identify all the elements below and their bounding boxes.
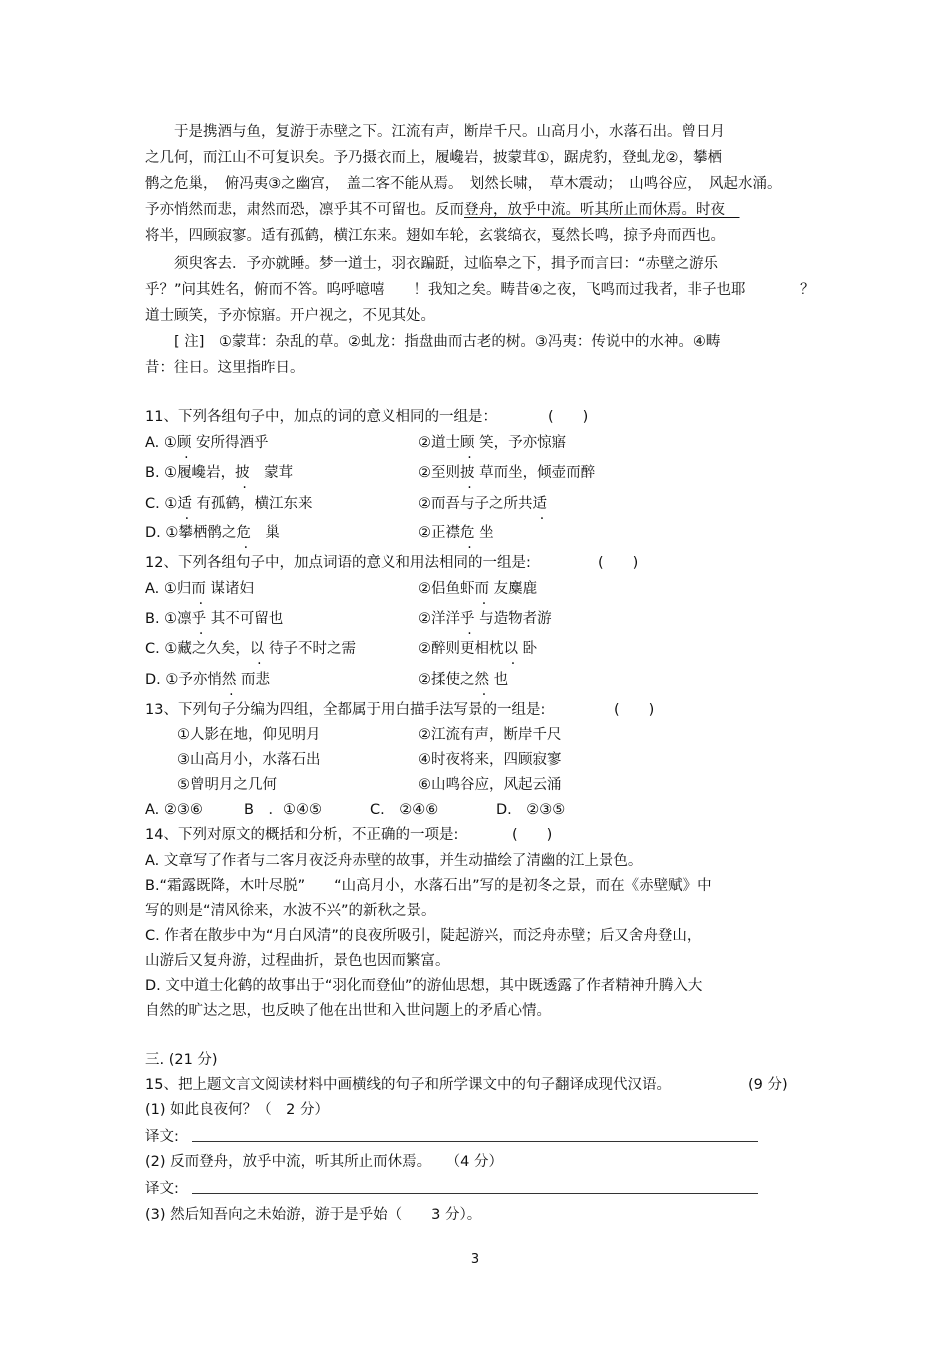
q12-option-b2: ②洋洋乎 与造物者游 [418, 611, 552, 627]
q15-score: (9 分) [748, 1077, 788, 1093]
q13-item: ④时夜将来，四顾寂寥 [418, 752, 562, 768]
note-line: 昔：往日。这里指昨日。 [145, 360, 305, 376]
passage-line: 须臾客去．予亦就睡。梦一道士，羽衣蹁跹，过临皋之下，揖予而言曰：“赤壁之游乐 [174, 256, 719, 272]
note-line: [ 注] ①蒙茸：杂乱的草。②虬龙：指盘曲而古老的树。③冯夷：传说中的水神。④畴 [174, 334, 721, 350]
q15-stem: 15、把上题文言文阅读材料中画横线的句子和所学课文中的句子翻译成现代汉语。 [145, 1077, 671, 1093]
underlined-sentence: 登舟，放乎中流。听其所止而休焉。时夜 [464, 202, 725, 218]
section-title: 三. (21 分) [145, 1052, 218, 1068]
q13-choice-a: A. ②③⑥ [145, 802, 203, 818]
q14-line: 自然的旷达之思，也反映了他在出世和入世问题上的矛盾心情。 [145, 1003, 551, 1019]
q12-option-d2: ②揉使之然 也 [418, 672, 509, 688]
q13-item: ①人影在地，仰见明月 [177, 727, 321, 743]
q13-item: ⑥山鸣谷应，风起云涌 [418, 777, 562, 793]
page-number: 3 [470, 1252, 480, 1267]
q14-line: C. 作者在散步中为“月白风清”的良夜所吸引，陡起游兴，而泛舟赤壁；后又舍舟登山， [145, 928, 702, 944]
q15-sentence-1: (1) 如此良夜何？（ 2 分） [145, 1102, 329, 1118]
q11-option-d2: ②正襟危 坐 [418, 525, 494, 541]
q11-option-b2: ②至则披 草而坐，倾壶而醉 [418, 465, 596, 481]
q14-line: 山游后又复舟游，过程曲折，景色也因而繁富。 [145, 953, 450, 969]
passage-line: 鹘之危巢， 俯冯夷③之幽宫， 盖二客不能从焉。 划然长啸， 草木震动； 山鸣谷应， 风起水涌。 [145, 176, 782, 192]
q13-choice-b: B ．①④⑤ [244, 802, 322, 818]
answer-line-1[interactable] [192, 1141, 758, 1142]
q13-item: ③山高月小，水落石出 [177, 752, 321, 768]
q12-stem: 12、下列各组句子中，加点词语的意义和用法相同的一组是: [145, 555, 531, 571]
passage-line: 之几何，而江山不可复识矣。予乃摄衣而上，履巉岩，披蒙茸①，踞虎豹，登虬龙②，攀栖 [145, 150, 722, 166]
q13-item: ②江流有声，断岸千尺 [418, 727, 562, 743]
q15-sentence-3: (3) 然后知吾向之未始游，游于是乎始（ 3 分）。 [145, 1207, 482, 1223]
passage-line [145, 200, 740, 220]
q14-line: D. 文中道士化鹤的故事出于“羽化而登仙”的游仙思想，其中既透露了作者精神升腾入大 [145, 978, 703, 994]
q13-stem: 13、下列句子分编为四组，全都属于用白描手法写景的一组是: [145, 702, 546, 718]
q11-stem: 11、下列各组句子中，加点的词的意义相同的一组是： [145, 409, 497, 425]
q11-option-d: D. ①攀栖鹘之危 巢 [145, 525, 280, 541]
yiwen-label: 译文: [145, 1129, 179, 1145]
passage-line: 于是携酒与鱼，复游于赤壁之下。江流有声，断岸千尺。山高月小，水落石出。曾日月 [174, 124, 725, 140]
q13-item: ⑤曾明月之几何 [177, 777, 277, 793]
q11-option-c: C. ①适 有孤鹤，横江东来 [145, 496, 313, 512]
passage-text: 予亦悄然而悲，肃然而恐，凛乎其不可留也。反而 [145, 202, 464, 218]
q12-option-a2: ②侣鱼虾而 友麋鹿 [418, 581, 538, 597]
answer-paren[interactable]: ( ) [548, 409, 589, 425]
passage-line: 将半，四顾寂寥。适有孤鹤，横江东来。翅如车轮，玄裳缟衣，戛然长鸣，掠予舟而西也。 [145, 228, 725, 244]
q13-choice-d: D. ②③⑤ [496, 802, 566, 818]
question-mark: ？ [800, 282, 815, 298]
q11-option-b: B. ①履巉岩，披 蒙茸 [145, 465, 294, 481]
q14-line: 写的则是“清风徐来，水波不兴”的新秋之景。 [145, 903, 436, 919]
q11-option-a2: ②道士顾 笑，予亦惊寤 [418, 435, 567, 451]
answer-paren[interactable]: ( ) [512, 827, 553, 843]
q12-option-b: B. ①凛乎 其不可留也 [145, 611, 284, 627]
q12-option-c2: ②醉则更相枕以 卧 [418, 641, 538, 657]
passage-line: 乎？”问其姓名，俯而不答。呜呼噫嘻 ！我知之矣。畴昔④之夜，飞鸣而过我者，非子也耶 [145, 282, 746, 298]
q14-line: A. 文章写了作者与二客月夜泛舟赤壁的故事，并生动描绘了清幽的江上景色。 [145, 853, 643, 869]
q12-option-a: A. ①归而 谋诸妇 [145, 581, 254, 597]
q15-sentence-2: (2) 反而登舟，放乎中流，听其所止而休焉。 （4 分） [145, 1154, 503, 1170]
answer-line-2[interactable] [192, 1193, 758, 1194]
q11-option-c2: ②而吾与子之所共适 [418, 496, 547, 512]
passage-line: 道士顾笑，予亦惊寤。开户视之，不见其处。 [145, 308, 435, 324]
q11-option-a: A. ①顾 安所得酒乎 [145, 435, 269, 451]
q13-choice-c: C. ②④⑥ [370, 802, 439, 818]
answer-paren[interactable]: ( ) [598, 555, 639, 571]
q14-line: B.“霜露既降，木叶尽脱” “山高月小，水落石出”写的是初冬之景，而在《赤壁赋》中 [145, 878, 712, 894]
yiwen-label: 译文: [145, 1181, 179, 1197]
q12-option-c: C. ①藏之久矣，以 待子不时之需 [145, 641, 356, 657]
answer-paren[interactable]: ( ) [614, 702, 655, 718]
q14-stem: 14、下列对原文的概括和分析，不正确的一项是: [145, 827, 459, 843]
q12-option-d: D. ①予亦悄然 而悲 [145, 672, 270, 688]
